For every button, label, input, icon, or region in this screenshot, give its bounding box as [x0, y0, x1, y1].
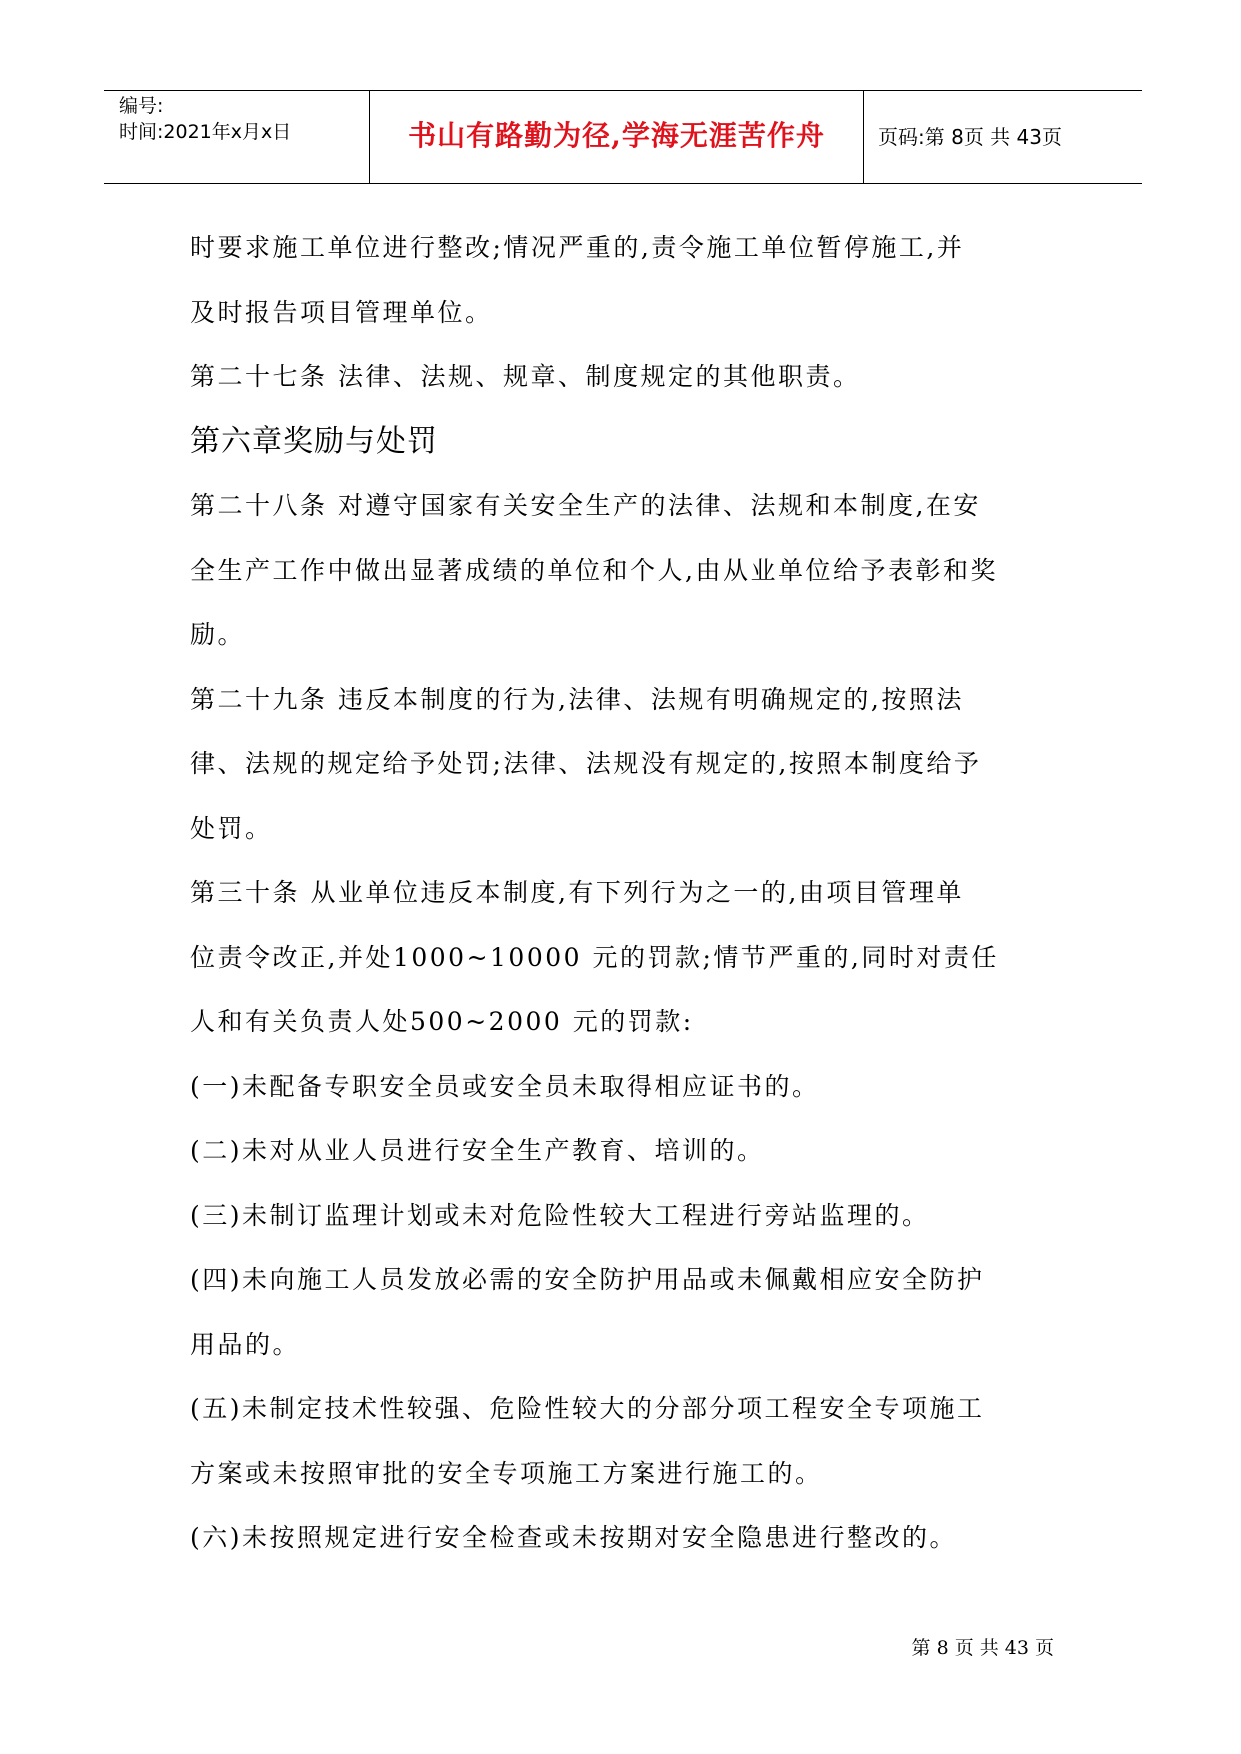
body-line: 励。 — [190, 620, 246, 649]
header-motto-cell — [370, 91, 864, 183]
article-30: 第三十条 从业单位违反本制度,有下列行为之一的,由项目管理单 — [190, 878, 964, 907]
list-item-3: (三)未制订监理计划或未对危险性较大工程进行旁站监理的。 — [190, 1200, 930, 1230]
header-meta-cell — [104, 91, 370, 183]
document-body — [190, 216, 1060, 1571]
article-28: 第二十八条 对遵守国家有关安全生产的法律、法规和本制度,在安 — [190, 491, 981, 520]
header-page-cell — [864, 91, 1142, 183]
article-27: 第二十七条 法律、法规、规章、制度规定的其他职责。 — [190, 362, 861, 391]
body-line: 时要求施工单位进行整改;情况严重的,责令施工单位暂停施工,并 — [190, 233, 965, 262]
page-footer: 第 8 页 共 43 页 — [911, 1637, 1054, 1659]
list-item-4: (四)未向施工人员发放必需的安全防护用品或未佩戴相应安全防护 — [190, 1265, 985, 1294]
chapter-heading: 第六章奖励与处罚 — [190, 423, 438, 459]
list-item-6: (六)未按照规定进行安全检查或未按期对安全隐患进行整改的。 — [190, 1523, 958, 1552]
body-line: 用品的。 — [190, 1329, 301, 1359]
body-line: 律、法规的规定给予处罚;法律、法规没有规定的,按照本制度给予 — [190, 749, 982, 778]
body-line: 及时报告项目管理单位。 — [190, 297, 493, 327]
body-line: 全生产工作中做出显著成绩的单位和个人,由从业单位给予表彰和奖 — [190, 555, 998, 585]
article-29: 第二十九条 违反本制度的行为,法律、法规有明确规定的,按照法 — [190, 684, 964, 714]
body-line: 方案或未按照审批的安全专项施工方案进行施工的。 — [190, 1458, 823, 1488]
body-line: 位责令改正,并处1000~10000 元的罚款;情节严重的,同时对责任 — [190, 942, 999, 972]
document-header — [104, 90, 1142, 184]
header-page-info: 页码:第 8页 共 43页 — [878, 125, 1062, 149]
serial-number-label: 编号: — [119, 95, 164, 117]
list-item-5: (五)未制定技术性较强、危险性较大的分部分项工程安全专项施工 — [190, 1394, 985, 1423]
body-line: 处罚。 — [190, 813, 273, 843]
time-label: 时间:2021年x月x日 — [119, 121, 292, 143]
body-line: 人和有关负责人处500~2000 元的罚款: — [190, 1007, 694, 1036]
motto-text: 书山有路勤为径,学海无涯苦作舟 — [408, 119, 825, 152]
list-item-1: (一)未配备专职安全员或安全员未取得相应证书的。 — [190, 1071, 820, 1101]
list-item-2: (二)未对从业人员进行安全生产教育、培训的。 — [190, 1136, 765, 1165]
